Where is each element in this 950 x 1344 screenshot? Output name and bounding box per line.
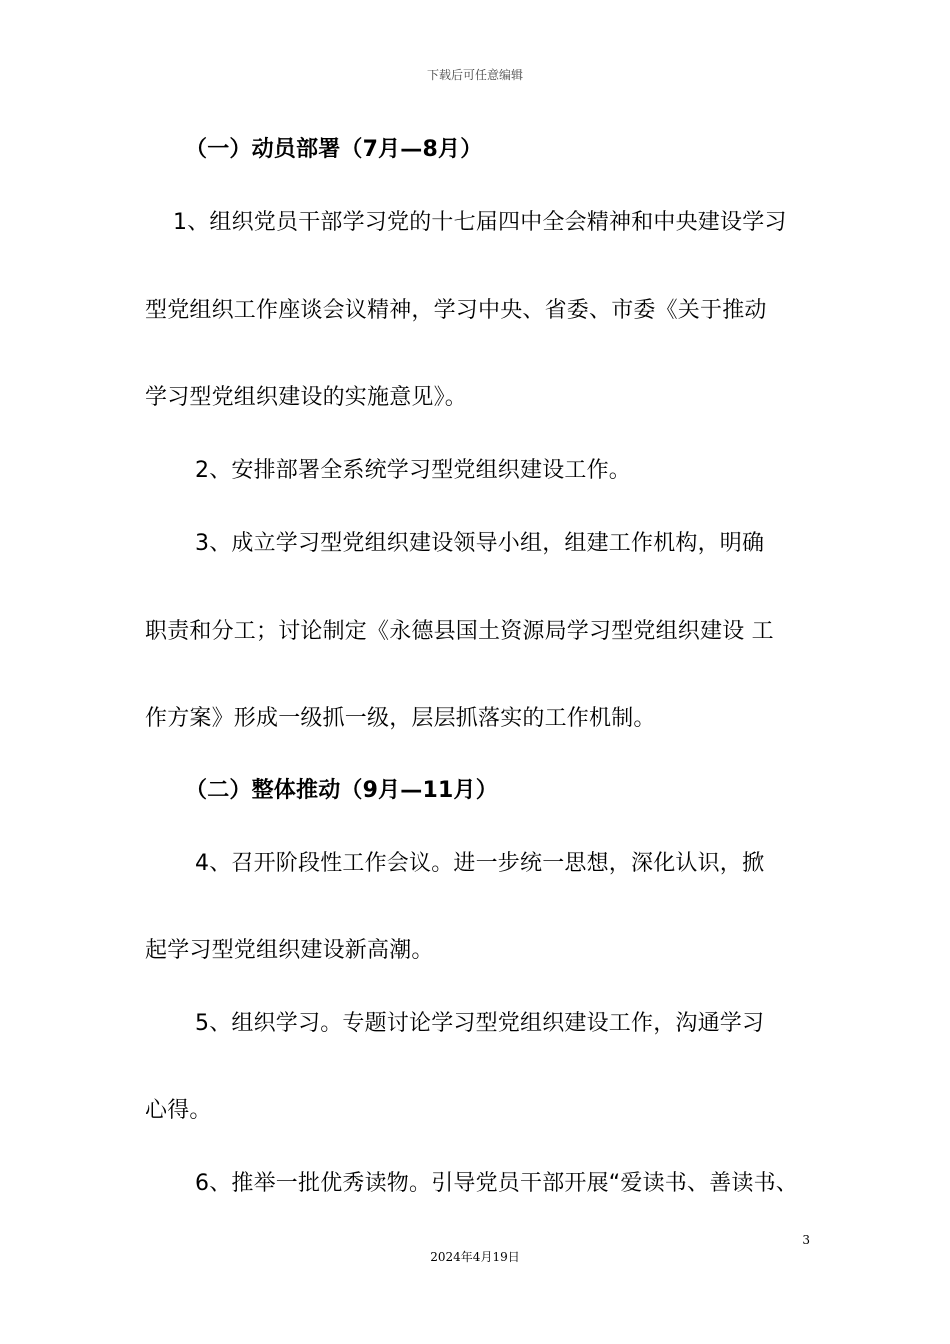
section-heading-1: （一）动员部署（7月—8月）	[185, 137, 483, 162]
paragraph-line: 职责和分工；讨论制定《永德县国土资源局学习型党组织建设 工	[145, 619, 774, 644]
page-number: 3	[802, 1233, 810, 1247]
section-heading-2: （二）整体推动（9月—11月）	[185, 778, 498, 803]
page-header: 下载后可任意编辑	[426, 68, 523, 82]
paragraph-line: 5、组织学习。专题讨论学习型党组织建设工作，沟通学习	[195, 1011, 765, 1036]
paragraph-line: 起学习型党组织建设新高潮。	[145, 938, 434, 963]
paragraph-line: 3、成立学习型党组织建设领导小组，组建工作机构，明确	[195, 531, 765, 556]
paragraph-line: 6、推举一批优秀读物。引导党员干部开展“爱读书、善读书、	[195, 1171, 798, 1196]
paragraph-line: 1、组织党员干部学习党的十七届四中全会精神和中央建设学习	[173, 210, 787, 235]
paragraph-line: 2、安排部署全系统学习型党组织建设工作。	[195, 458, 631, 483]
paragraph-line: 作方案》形成一级抓一级，层层抓落实的工作机制。	[145, 706, 656, 731]
footer-date: 2024年4月19日	[430, 1250, 520, 1264]
paragraph-line: 心得。	[145, 1098, 212, 1123]
paragraph-line: 学习型党组织建设的实施意见》。	[145, 385, 468, 410]
paragraph-line: 4、召开阶段性工作会议。进一步统一思想，深化认识，掀	[195, 851, 765, 876]
paragraph-line: 型党组织工作座谈会议精神，学习中央、省委、市委《关于推动	[145, 298, 767, 323]
